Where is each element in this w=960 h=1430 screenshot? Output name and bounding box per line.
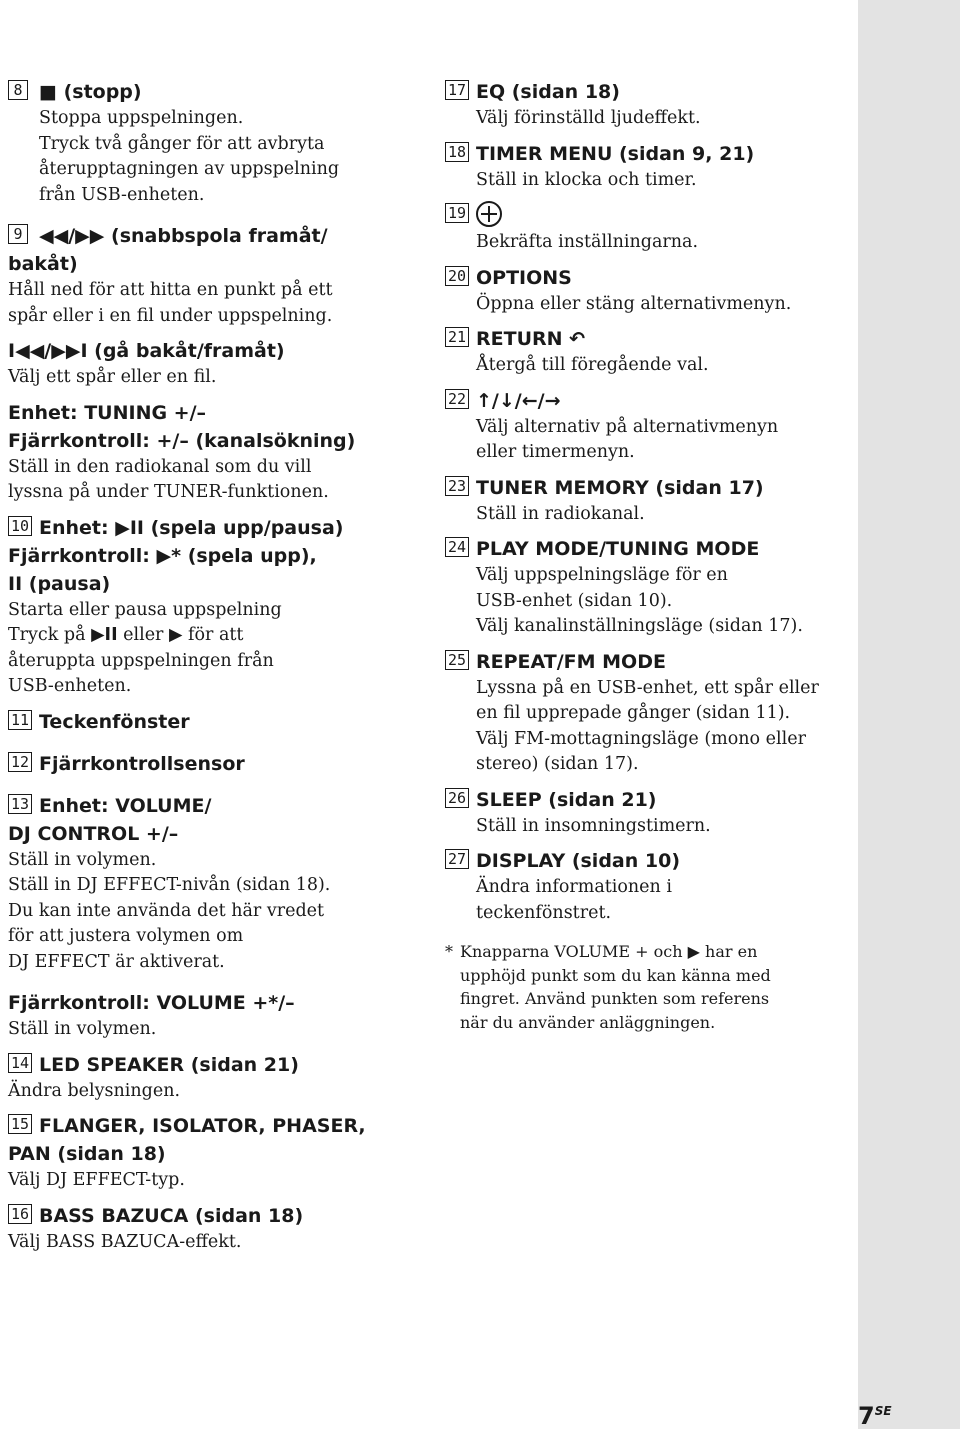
item-heading: SLEEP (sidan 21) bbox=[476, 788, 657, 811]
item-heading: PLAY MODE/TUNING MODE bbox=[476, 538, 760, 560]
item-21 bbox=[445, 325, 845, 379]
sub-heading: Enhet: TUNING +/– bbox=[8, 401, 207, 424]
item-text: Välj DJ EFFECT-typ. bbox=[8, 1170, 185, 1190]
item-number: 23 bbox=[445, 476, 469, 496]
item-text: stereo) (sidan 17). bbox=[476, 754, 639, 774]
item-17 bbox=[445, 78, 845, 132]
item-text: Välj kanalinställningsläge (sidan 17). bbox=[476, 616, 803, 636]
fast-forward-rewind-icon: ◀◀/▶▶ bbox=[39, 225, 105, 247]
item-text: Välj BASS BAZUCA-effekt. bbox=[8, 1231, 242, 1252]
item-number: 24 bbox=[445, 537, 469, 557]
item-text: Ställ in den radiokanal som du vill bbox=[8, 456, 312, 477]
item-text: Välj uppspelningsläge för en bbox=[476, 565, 728, 585]
item-text: Välj alternativ på alternativmenyn bbox=[476, 416, 779, 437]
item-text: återuppta uppspelningen från bbox=[8, 650, 274, 671]
item-heading: TIMER MENU (sidan 9, 21) bbox=[476, 142, 755, 165]
item-9 bbox=[8, 222, 400, 250]
item-number: 20 bbox=[445, 266, 469, 286]
item-heading: Teckenfönster bbox=[39, 710, 190, 733]
arrow-keys-icon: ↑/↓/←/→ bbox=[476, 389, 561, 412]
item-14-body bbox=[8, 1079, 400, 1105]
sub-heading: I◀◀/▶▶I (gå bakåt/framåt) bbox=[8, 340, 285, 362]
item-text: Ställ in klocka och timer. bbox=[476, 169, 697, 190]
item-text: en fil upprepade gånger (sidan 11). bbox=[476, 703, 791, 723]
pause-icon: II bbox=[8, 572, 23, 595]
left-column bbox=[8, 78, 400, 1255]
page-number: $7^{SE}$ bbox=[858, 1402, 892, 1430]
item-text: lyssna på under TUNER-funktionen. bbox=[8, 482, 329, 502]
item-heading: LED SPEAKER (sidan 21) bbox=[39, 1053, 299, 1076]
item-18 bbox=[445, 140, 845, 194]
footnote bbox=[445, 940, 845, 1034]
item-text: spår eller i en fil under uppspelning. bbox=[8, 305, 333, 326]
item-13 bbox=[8, 792, 400, 820]
item-heading: Fjärrkontrollsensor bbox=[39, 752, 245, 775]
item-text: Ändra informationen i bbox=[476, 877, 672, 897]
item-number: 11 bbox=[8, 710, 32, 730]
item-number: 22 bbox=[445, 389, 469, 409]
sub-heading: Fjärrkontroll: +/– (kanalsökning) bbox=[8, 429, 356, 452]
item-text: DJ EFFECT är aktiverat. bbox=[8, 951, 225, 972]
play-pause-icon: ▶II bbox=[115, 516, 144, 539]
item-number: 15 bbox=[8, 1114, 32, 1134]
item-heading: DJ CONTROL +/– bbox=[8, 822, 179, 845]
item-heading: EQ (sidan 18) bbox=[476, 81, 620, 103]
item-text: Öppna eller stäng alternativmenyn. bbox=[476, 293, 792, 314]
item-number: 12 bbox=[8, 752, 32, 772]
item-text: från USB-enheten. bbox=[39, 184, 205, 205]
item-12 bbox=[8, 750, 400, 778]
item-14 bbox=[8, 1051, 400, 1079]
item-heading: REPEAT/FM MODE bbox=[476, 650, 666, 673]
item-text: Du kan inte använda det här vredet bbox=[8, 900, 325, 921]
play-icon: ▶ bbox=[168, 625, 183, 645]
item-number: 19 bbox=[445, 203, 469, 223]
item-number: 8 bbox=[8, 80, 28, 100]
item-25 bbox=[445, 648, 845, 778]
item-text: Tryck på ▶II eller ▶ för att bbox=[8, 625, 244, 645]
item-heading: RETURN ↶ bbox=[476, 328, 586, 350]
page-side-band bbox=[858, 0, 960, 1429]
item-text: Ställ in DJ EFFECT-nivån (sidan 18). bbox=[8, 875, 331, 895]
item-text: Ställ in volymen. bbox=[8, 849, 157, 870]
item-heading: FLANGER, ISOLATOR, PHASER, bbox=[39, 1115, 366, 1137]
item-heading: OPTIONS bbox=[476, 266, 572, 289]
item-text: USB-enhet (sidan 10). bbox=[476, 590, 673, 611]
return-arrow-icon: ↶ bbox=[569, 328, 586, 350]
page-number-suffix: SE bbox=[874, 1404, 892, 1418]
item-text: Stoppa uppspelningen. bbox=[39, 108, 244, 128]
item-8 bbox=[8, 78, 400, 208]
play-pause-icon: ▶II bbox=[91, 625, 118, 645]
footnote-text: upphöjd punkt som du kan känna med bbox=[460, 965, 771, 985]
item-heading: ◀◀/▶▶ (snabbspola framåt/ bbox=[39, 225, 328, 247]
item-9-body bbox=[8, 250, 400, 506]
item-number: 16 bbox=[8, 1204, 32, 1224]
item-26 bbox=[445, 786, 845, 840]
item-heading: DISPLAY (sidan 10) bbox=[476, 850, 681, 872]
item-10 bbox=[8, 514, 400, 542]
item-23 bbox=[445, 474, 845, 528]
item-10-body bbox=[8, 542, 400, 700]
item-heading: ■ (stopp) bbox=[39, 81, 142, 103]
item-16 bbox=[8, 1202, 400, 1230]
item-text: återupptagningen av uppspelning bbox=[39, 159, 340, 179]
item-text: Välj förinställd ljudeffekt. bbox=[476, 108, 701, 128]
item-20 bbox=[445, 264, 845, 318]
item-text: Ställ in volymen. bbox=[8, 1019, 157, 1039]
item-text: Bekräfta inställningarna. bbox=[476, 232, 699, 252]
item-heading bbox=[476, 387, 845, 415]
item-number: 9 bbox=[8, 224, 28, 244]
item-15 bbox=[8, 1112, 400, 1140]
item-text: Tryck två gånger för att avbryta bbox=[39, 133, 325, 154]
item-heading: BASS BAZUCA (sidan 18) bbox=[39, 1204, 304, 1227]
item-11 bbox=[8, 708, 400, 736]
item-number: 25 bbox=[445, 650, 469, 670]
item-15-body bbox=[8, 1140, 400, 1194]
item-text: Ställ in insomningstimern. bbox=[476, 815, 711, 836]
footnote-text: Knapparna VOLUME + och ▶ har en bbox=[460, 942, 758, 961]
item-text: eller timermenyn. bbox=[476, 442, 635, 462]
item-text: teckenfönstret. bbox=[476, 902, 612, 923]
stop-icon: ■ bbox=[39, 81, 57, 103]
right-column bbox=[445, 78, 845, 1034]
item-text: Återgå till föregående val. bbox=[476, 355, 709, 375]
footnote-marker: * bbox=[445, 942, 453, 961]
item-heading: Fjärrkontroll: ▶* (spela upp), bbox=[8, 544, 317, 567]
footnote-text: när du använder anläggningen. bbox=[460, 1012, 716, 1032]
sub-heading: Fjärrkontroll: VOLUME +*/– bbox=[8, 992, 295, 1014]
item-number: 14 bbox=[8, 1053, 32, 1073]
item-number: 27 bbox=[445, 849, 469, 869]
item-text: Ändra belysningen. bbox=[8, 1080, 181, 1101]
item-text: Lyssna på en USB-enhet, ett spår eller bbox=[476, 677, 819, 698]
item-19 bbox=[445, 201, 845, 256]
item-13-body bbox=[8, 820, 400, 1043]
item-number: 13 bbox=[8, 794, 32, 814]
ok-button-icon bbox=[476, 201, 502, 227]
play-icon: ▶ bbox=[156, 544, 172, 567]
item-heading: TUNER MEMORY (sidan 17) bbox=[476, 476, 764, 499]
item-text: Välj FM-mottagningsläge (mono eller bbox=[476, 728, 806, 749]
previous-next-icon: I◀◀/▶▶I bbox=[8, 340, 88, 362]
item-number: 21 bbox=[445, 327, 469, 347]
item-text: Ställ in radiokanal. bbox=[476, 503, 645, 524]
item-heading: Enhet: VOLUME/ bbox=[39, 794, 212, 817]
item-number: 26 bbox=[445, 788, 469, 808]
footnote-text: fingret. Använd punkten som referens bbox=[460, 989, 770, 1008]
item-text: Starta eller pausa uppspelning bbox=[8, 599, 282, 620]
item-heading: Enhet: ▶II (spela upp/pausa) bbox=[39, 516, 344, 539]
item-number: 17 bbox=[445, 80, 469, 100]
item-text: Håll ned för att hitta en punkt på ett bbox=[8, 280, 333, 300]
item-number: 18 bbox=[445, 142, 469, 162]
item-16-body bbox=[8, 1230, 400, 1256]
item-heading: bakåt) bbox=[8, 253, 78, 275]
item-27 bbox=[445, 847, 845, 926]
item-text: för att justera volymen om bbox=[8, 926, 244, 946]
item-heading: PAN (sidan 18) bbox=[8, 1143, 166, 1165]
item-number: 10 bbox=[8, 516, 32, 536]
item-text: Välj ett spår eller en fil. bbox=[8, 367, 217, 387]
item-22 bbox=[445, 387, 845, 466]
play-icon: ▶ bbox=[687, 942, 700, 961]
item-heading bbox=[476, 201, 845, 230]
item-text: USB-enheten. bbox=[8, 676, 132, 696]
item-heading: II (pausa) bbox=[8, 572, 111, 595]
item-24 bbox=[445, 535, 845, 640]
